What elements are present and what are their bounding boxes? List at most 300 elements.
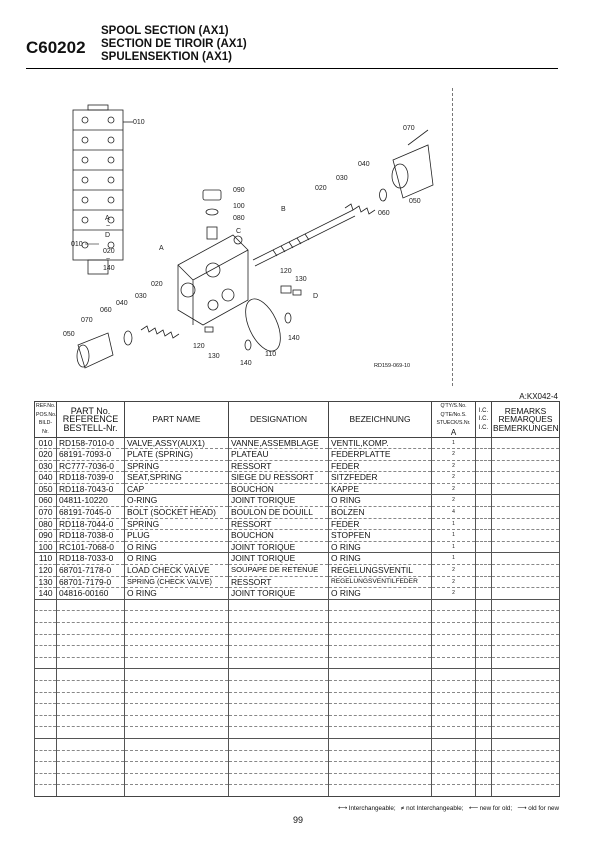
cell-empty xyxy=(492,565,560,577)
cell-empty xyxy=(476,483,492,495)
cell-qty: 1 xyxy=(432,541,476,553)
cell-empty xyxy=(329,634,432,646)
cell-empty xyxy=(432,738,476,750)
cell-bezeichnung: O RING xyxy=(329,541,432,553)
cell-ref: 120 xyxy=(35,565,57,577)
table-row xyxy=(35,437,560,449)
cell-empty xyxy=(492,634,560,646)
cell-empty xyxy=(492,727,560,739)
double-arrow-icon: ⟷ xyxy=(337,805,347,812)
cell-empty xyxy=(492,472,560,484)
cell-empty xyxy=(229,680,329,692)
cell-designation: BOUCHON xyxy=(229,530,329,542)
cell-empty xyxy=(57,704,125,716)
col-ref: REF.No. POS.No. BILD-Nr. xyxy=(35,402,57,438)
cell-part-no: 68191-7093-0 xyxy=(57,449,125,461)
cell-part-no: RD118-7043-0 xyxy=(57,483,125,495)
svg-text:~: ~ xyxy=(106,256,111,263)
cell-empty xyxy=(57,669,125,681)
cell-qty: 2 xyxy=(432,565,476,577)
svg-text:010: 010 xyxy=(133,119,145,126)
cell-ref: 130 xyxy=(35,576,57,588)
table-row xyxy=(35,483,560,495)
cell-bezeichnung: REGELUNGSVENTILFEDER xyxy=(329,576,432,588)
cell-empty xyxy=(432,704,476,716)
cell-bezeichnung: STOPFEN xyxy=(329,530,432,542)
cell-empty xyxy=(476,727,492,739)
cell-empty xyxy=(229,785,329,797)
cell-empty xyxy=(125,762,229,774)
cell-ref: 060 xyxy=(35,495,57,507)
cell-name: CAP xyxy=(125,483,229,495)
cell-empty xyxy=(476,715,492,727)
svg-text:140: 140 xyxy=(288,335,300,342)
cell-part-no: RD118-7039-0 xyxy=(57,472,125,484)
svg-text:030: 030 xyxy=(135,293,147,300)
cell-name: SPRING (CHECK VALVE) xyxy=(125,576,229,588)
cell-empty xyxy=(229,623,329,635)
cell-empty xyxy=(492,785,560,797)
table-row-empty xyxy=(35,599,560,611)
cell-designation: SOUPAPE DE RETENUE xyxy=(229,565,329,577)
cell-empty xyxy=(432,646,476,658)
table-row-empty xyxy=(35,657,560,669)
part-code: C60202 xyxy=(26,38,86,57)
cell-ref: 050 xyxy=(35,483,57,495)
cell-empty xyxy=(476,657,492,669)
cell-empty xyxy=(125,634,229,646)
cell-empty xyxy=(476,518,492,530)
cell-qty: 2 xyxy=(432,449,476,461)
cell-empty xyxy=(35,715,57,727)
svg-text:120: 120 xyxy=(193,343,205,350)
cell-empty xyxy=(476,785,492,797)
cell-empty xyxy=(492,530,560,542)
cell-qty: 2 xyxy=(432,588,476,600)
cell-empty xyxy=(125,611,229,623)
table-row-empty xyxy=(35,727,560,739)
cell-empty xyxy=(476,530,492,542)
table-header xyxy=(35,402,560,438)
cell-part-no: RD118-7038-0 xyxy=(57,530,125,542)
svg-text:040: 040 xyxy=(358,161,370,168)
dashed-separator xyxy=(452,88,453,386)
svg-text:060: 060 xyxy=(378,210,390,217)
table-row-empty xyxy=(35,669,560,681)
not-equal-icon: ≠ xyxy=(400,805,405,812)
cell-empty xyxy=(35,773,57,785)
col-qty: Q'TY/S.No. Q'TE/No.S. STUECK/S.Nr. A xyxy=(432,402,476,438)
cell-empty xyxy=(432,657,476,669)
cell-empty xyxy=(492,669,560,681)
cell-empty xyxy=(492,657,560,669)
cell-empty xyxy=(329,762,432,774)
cell-empty xyxy=(329,727,432,739)
table-row xyxy=(35,449,560,461)
svg-text:030: 030 xyxy=(336,175,348,182)
cell-empty xyxy=(432,623,476,635)
cell-empty xyxy=(35,762,57,774)
cell-part-no: RD118-7044-0 xyxy=(57,518,125,530)
cell-qty: 4 xyxy=(432,507,476,519)
cell-bezeichnung: FEDER xyxy=(329,518,432,530)
table-row-empty xyxy=(35,692,560,704)
cell-part-no: RC101-7068-0 xyxy=(57,541,125,553)
section-titles xyxy=(101,25,247,64)
table-row xyxy=(35,530,560,542)
table-row xyxy=(35,553,560,565)
cell-empty xyxy=(229,773,329,785)
table-row xyxy=(35,495,560,507)
cell-name: O RING xyxy=(125,588,229,600)
svg-text:070: 070 xyxy=(81,317,93,324)
cell-empty xyxy=(492,680,560,692)
cell-ref: 110 xyxy=(35,553,57,565)
cell-qty: 2 xyxy=(432,472,476,484)
cell-empty xyxy=(125,727,229,739)
cell-ref: 080 xyxy=(35,518,57,530)
cell-empty xyxy=(35,738,57,750)
exploded-diagram xyxy=(33,90,453,380)
cell-empty xyxy=(229,715,329,727)
cell-empty xyxy=(432,773,476,785)
cell-empty xyxy=(125,738,229,750)
cap-right-icon xyxy=(393,145,433,198)
cell-empty xyxy=(125,599,229,611)
table-row xyxy=(35,588,560,600)
cell-empty xyxy=(57,738,125,750)
model-label: A:KX042-4 xyxy=(519,392,558,401)
cell-empty xyxy=(125,750,229,762)
table-row xyxy=(35,541,560,553)
cell-empty xyxy=(229,646,329,658)
table-row-empty xyxy=(35,738,560,750)
col-bezeichnung: BEZEICHNUNG xyxy=(329,402,432,438)
cell-name: O RING xyxy=(125,541,229,553)
cell-empty xyxy=(329,704,432,716)
cell-designation: BOULON DE DOUILL xyxy=(229,507,329,519)
svg-text:130: 130 xyxy=(208,353,220,360)
cell-empty xyxy=(35,599,57,611)
svg-text:060: 060 xyxy=(100,307,112,314)
cell-empty xyxy=(476,704,492,716)
cell-empty xyxy=(35,692,57,704)
table-row-empty xyxy=(35,785,560,797)
cell-empty xyxy=(492,646,560,658)
cell-qty: 1 xyxy=(432,437,476,449)
cell-empty xyxy=(476,773,492,785)
svg-text:050: 050 xyxy=(409,198,421,205)
cell-empty xyxy=(57,623,125,635)
cell-empty xyxy=(476,460,492,472)
cell-empty xyxy=(229,599,329,611)
cell-empty xyxy=(476,472,492,484)
col-part-name: PART NAME xyxy=(125,402,229,438)
cell-empty xyxy=(35,785,57,797)
cell-empty xyxy=(35,669,57,681)
cell-empty xyxy=(476,576,492,588)
cell-empty xyxy=(492,692,560,704)
cell-empty xyxy=(476,623,492,635)
cell-empty xyxy=(229,657,329,669)
svg-text:120: 120 xyxy=(280,268,292,275)
svg-text:020: 020 xyxy=(103,248,115,255)
cell-empty xyxy=(476,588,492,600)
cell-empty xyxy=(35,704,57,716)
svg-text:100: 100 xyxy=(233,203,245,210)
cell-bezeichnung: O RING xyxy=(329,495,432,507)
cell-empty xyxy=(35,623,57,635)
svg-text:~: ~ xyxy=(106,223,111,230)
table-row xyxy=(35,518,560,530)
svg-text:070: 070 xyxy=(403,125,415,132)
table-row xyxy=(35,576,560,588)
cell-empty xyxy=(57,773,125,785)
cell-name: PLATE (SPRING) xyxy=(125,449,229,461)
svg-text:D: D xyxy=(105,232,111,239)
cell-bezeichnung: FEDER xyxy=(329,460,432,472)
table-row xyxy=(35,472,560,484)
cell-empty xyxy=(35,680,57,692)
cell-empty xyxy=(125,669,229,681)
title-de: SPULENSEKTION (AX1) xyxy=(101,51,232,63)
svg-text:080: 080 xyxy=(233,215,245,222)
cell-name: SPRING xyxy=(125,518,229,530)
cell-empty xyxy=(125,680,229,692)
page-number: 99 xyxy=(292,815,303,825)
cell-empty xyxy=(35,634,57,646)
col-ic: I.C. I.C. I.C. xyxy=(476,402,492,438)
cell-empty xyxy=(57,762,125,774)
cell-designation: JOINT TORIQUE xyxy=(229,588,329,600)
legend: ⟷ Interchangeable; ≠ not Interchangeable; ⟵ new for old; ⟶ old for new xyxy=(337,805,559,812)
cell-empty xyxy=(57,634,125,646)
cell-empty xyxy=(492,704,560,716)
cell-empty xyxy=(476,692,492,704)
cell-empty xyxy=(57,715,125,727)
cell-empty xyxy=(476,599,492,611)
cell-empty xyxy=(57,692,125,704)
svg-text:090: 090 xyxy=(233,187,245,194)
cell-empty xyxy=(229,611,329,623)
header-rule xyxy=(26,68,558,69)
svg-text:110: 110 xyxy=(265,351,277,358)
cell-empty xyxy=(57,750,125,762)
svg-text:020: 020 xyxy=(315,185,327,192)
cell-empty xyxy=(492,773,560,785)
spring-left-icon xyxy=(141,326,179,338)
cell-ref: 010 xyxy=(35,437,57,449)
cell-empty xyxy=(329,623,432,635)
cell-empty xyxy=(229,750,329,762)
cell-empty xyxy=(492,541,560,553)
cell-empty xyxy=(35,727,57,739)
cell-empty xyxy=(492,623,560,635)
cell-bezeichnung: FEDERPLATTE xyxy=(329,449,432,461)
cell-empty xyxy=(329,692,432,704)
svg-text:A: A xyxy=(159,245,164,252)
cell-empty xyxy=(476,553,492,565)
cell-empty xyxy=(476,611,492,623)
cell-designation: SIEGE DU RESSORT xyxy=(229,472,329,484)
cell-ref: 100 xyxy=(35,541,57,553)
cap-left-icon xyxy=(78,333,113,368)
cell-empty xyxy=(125,773,229,785)
cell-empty xyxy=(476,495,492,507)
cell-qty: 1 xyxy=(432,518,476,530)
cell-empty xyxy=(432,785,476,797)
svg-text:B: B xyxy=(281,206,286,213)
cell-empty xyxy=(492,507,560,519)
table-row-empty xyxy=(35,680,560,692)
cell-empty xyxy=(229,669,329,681)
cell-name: VALVE,ASSY(AUX1) xyxy=(125,437,229,449)
cell-designation: RESSORT xyxy=(229,460,329,472)
cell-empty xyxy=(125,704,229,716)
svg-text:A: A xyxy=(105,215,110,222)
cell-empty xyxy=(492,762,560,774)
cell-bezeichnung: SITZFEDER xyxy=(329,472,432,484)
cell-empty xyxy=(57,680,125,692)
cell-part-no: 68701-7179-0 xyxy=(57,576,125,588)
cell-empty xyxy=(329,750,432,762)
cell-empty xyxy=(229,762,329,774)
table-row xyxy=(35,565,560,577)
cell-empty xyxy=(432,715,476,727)
cell-bezeichnung: KAPPE xyxy=(329,483,432,495)
cell-empty xyxy=(125,646,229,658)
cell-designation: RESSORT xyxy=(229,576,329,588)
cell-designation: JOINT TORIQUE xyxy=(229,541,329,553)
cell-empty xyxy=(476,541,492,553)
title-fr: SECTION DE TIROIR (AX1) xyxy=(101,38,247,50)
cell-empty xyxy=(492,611,560,623)
cell-empty xyxy=(329,773,432,785)
table-row xyxy=(35,460,560,472)
cell-empty xyxy=(492,715,560,727)
spool-icon xyxy=(253,210,355,266)
cell-qty: 2 xyxy=(432,576,476,588)
cell-part-no: 68191-7045-0 xyxy=(57,507,125,519)
cell-empty xyxy=(329,657,432,669)
cell-empty xyxy=(432,727,476,739)
diagram-ref-code: RD159-069-10 xyxy=(374,363,411,369)
cell-empty xyxy=(432,669,476,681)
table-row-empty xyxy=(35,634,560,646)
cell-ref: 040 xyxy=(35,472,57,484)
table-row xyxy=(35,507,560,519)
cell-empty xyxy=(432,611,476,623)
table-row-empty xyxy=(35,704,560,716)
cell-empty xyxy=(229,634,329,646)
cell-empty xyxy=(329,646,432,658)
svg-text:140: 140 xyxy=(240,360,252,367)
cell-empty xyxy=(329,738,432,750)
cell-empty xyxy=(125,692,229,704)
parts-table xyxy=(34,401,560,797)
left-arrow-icon: ⟵ xyxy=(468,805,478,812)
spring-right-icon xyxy=(345,204,375,214)
right-arrow-icon: ⟶ xyxy=(517,805,527,812)
cell-empty xyxy=(35,657,57,669)
cell-empty xyxy=(329,715,432,727)
cell-designation: PLATEAU xyxy=(229,449,329,461)
cell-ref: 030 xyxy=(35,460,57,472)
table-row-empty xyxy=(35,611,560,623)
cell-ref: 070 xyxy=(35,507,57,519)
cell-empty xyxy=(329,669,432,681)
cell-empty xyxy=(35,611,57,623)
cell-qty: 2 xyxy=(432,495,476,507)
cell-empty xyxy=(432,680,476,692)
cell-empty xyxy=(229,727,329,739)
svg-text:140: 140 xyxy=(103,265,115,272)
cell-bezeichnung: O RING xyxy=(329,588,432,600)
cell-empty xyxy=(329,680,432,692)
svg-text:130: 130 xyxy=(295,276,307,283)
svg-text:040: 040 xyxy=(116,300,128,307)
cell-ref: 140 xyxy=(35,588,57,600)
cell-bezeichnung: VENTIL,KOMP. xyxy=(329,437,432,449)
cell-empty xyxy=(125,657,229,669)
svg-text:010: 010 xyxy=(71,241,83,248)
cell-name: SPRING xyxy=(125,460,229,472)
cell-empty xyxy=(432,634,476,646)
cell-empty xyxy=(432,750,476,762)
cell-empty xyxy=(57,657,125,669)
cell-empty xyxy=(492,588,560,600)
svg-text:050: 050 xyxy=(63,331,75,338)
cell-bezeichnung: O RING xyxy=(329,553,432,565)
cell-empty xyxy=(432,692,476,704)
table-row-empty xyxy=(35,762,560,774)
cell-name: LOAD CHECK VALVE xyxy=(125,565,229,577)
cell-empty xyxy=(329,599,432,611)
cell-empty xyxy=(229,692,329,704)
cell-empty xyxy=(492,576,560,588)
cell-empty xyxy=(432,762,476,774)
table-row-empty xyxy=(35,715,560,727)
cell-empty xyxy=(492,750,560,762)
cell-name: BOLT (SOCKET HEAD) xyxy=(125,507,229,519)
svg-text:D: D xyxy=(313,293,319,300)
table-row-empty xyxy=(35,750,560,762)
cell-part-no: 68701-7178-0 xyxy=(57,565,125,577)
cell-empty xyxy=(476,762,492,774)
cell-empty xyxy=(57,599,125,611)
cell-empty xyxy=(329,611,432,623)
cell-empty xyxy=(476,646,492,658)
cell-empty xyxy=(125,623,229,635)
cell-empty xyxy=(476,680,492,692)
cell-empty xyxy=(432,599,476,611)
cell-ref: 090 xyxy=(35,530,57,542)
cell-empty xyxy=(57,646,125,658)
cell-empty xyxy=(492,599,560,611)
cell-empty xyxy=(476,738,492,750)
cell-qty: 1 xyxy=(432,553,476,565)
cell-qty: 1 xyxy=(432,530,476,542)
cell-designation: JOINT TORIQUE xyxy=(229,495,329,507)
cell-empty xyxy=(125,715,229,727)
cell-name: PLUG xyxy=(125,530,229,542)
cell-part-no: RD158-7010-0 xyxy=(57,437,125,449)
cell-empty xyxy=(229,704,329,716)
cell-designation: BOUCHON xyxy=(229,483,329,495)
cell-qty: 2 xyxy=(432,483,476,495)
cell-empty xyxy=(492,460,560,472)
cell-empty xyxy=(57,785,125,797)
